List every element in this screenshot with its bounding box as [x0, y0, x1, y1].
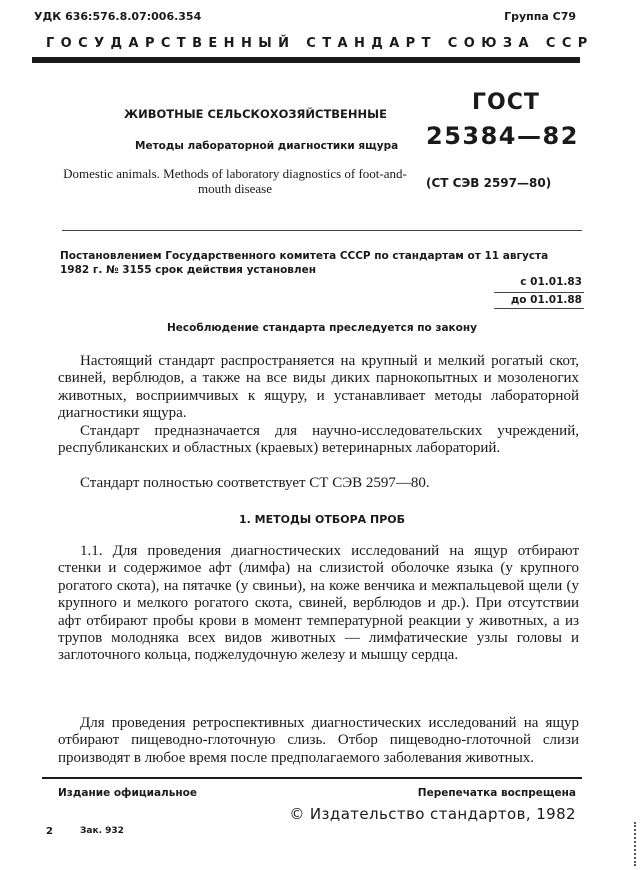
- gost-number: 25384—82: [426, 122, 579, 150]
- title-divider: [62, 230, 582, 231]
- intro-paragraph: Стандарт предназначается для научно-исследовательских учреждений, республиканских и областных (краевых) ветеринарных лабораторий.: [58, 423, 579, 457]
- document-subtitle: Методы лабораторной диагностики ящура: [135, 140, 399, 152]
- udk-code: УДК 636:576.8.07:006.354: [34, 10, 202, 23]
- page-number: 2: [46, 826, 53, 837]
- print-order: Зак. 932: [80, 826, 124, 836]
- footer-rule: [42, 777, 582, 779]
- effective-to-date: до 01.01.88: [510, 294, 582, 306]
- english-title: Domestic animals. Methods of laboratory diagnostics of foot-and-mouth disease: [63, 166, 407, 196]
- decree-text: Постановлением Государственного комитета СССР по стандартам от 11 августа 1982 г. № 3155 срок действия установлен: [60, 250, 549, 276]
- clause-paragraph: 1.1. Для проведения диагностических исследований на ящур отбирают стенки и содержимое афт (лимфа) на слизистой оболочке языка (у крупного рогатого скота), на пятачке (у свиньи), на коже венчика и межпальцевой щели (у крупного и мелкого рогатого скота, свиней, верблюдов и др.). При отсутствии афт отбирают пробы крови в момент температурной реакции у животных, а из трупов молодняка всех видов животных — лимфатические узлы головы и заглоточного кольца, поджелудочную железу и мышцу сердца.: [58, 543, 579, 664]
- cmea-reference: (СТ СЭВ 2597—80): [426, 176, 552, 190]
- effective-from-date: с 01.01.83: [520, 276, 582, 288]
- copyright-notice: © Издательство стандартов, 1982: [289, 805, 576, 823]
- intro-paragraph: Стандарт полностью соответствует СТ СЭВ 2597—80.: [80, 475, 430, 491]
- reprint-notice: Перепечатка воспрещена: [417, 787, 576, 799]
- header-rule: [32, 57, 580, 63]
- section-heading: 1. МЕТОДЫ ОТБОРА ПРОБ: [239, 513, 405, 526]
- group-code: Группа С79: [504, 10, 576, 23]
- date-underline: [494, 308, 584, 309]
- edition-label: Издание официальное: [58, 787, 197, 799]
- margin-marks: [634, 822, 639, 866]
- clause-paragraph: Для проведения ретроспективных диагностических исследований на ящур отбирают пищеводно-глоточную слизь. Отбор пищеводно-глоточной слизи производят в любое время после предполагаемого заболевания животных.: [58, 715, 579, 766]
- enforcement-notice: Несоблюдение стандарта преследуется по закону: [167, 322, 477, 334]
- intro-paragraph: Настоящий стандарт распространяется на крупный и мелкий рогатый скот, свиней, верблюдов, а также на все виды диких парнокопытных и мозоленогих животных, восприимчивых к ящуру, и устанавливает методы лабораторной диагностики ящура.: [58, 353, 579, 422]
- date-underline: [494, 292, 584, 293]
- gost-label: ГОСТ: [472, 90, 540, 115]
- state-standard-heading: ГОСУДАРСТВЕННЫЙ СТАНДАРТ СОЮЗА ССР: [46, 36, 594, 51]
- document-title: ЖИВОТНЫЕ СЕЛЬСКОХОЗЯЙСТВЕННЫЕ: [124, 107, 387, 121]
